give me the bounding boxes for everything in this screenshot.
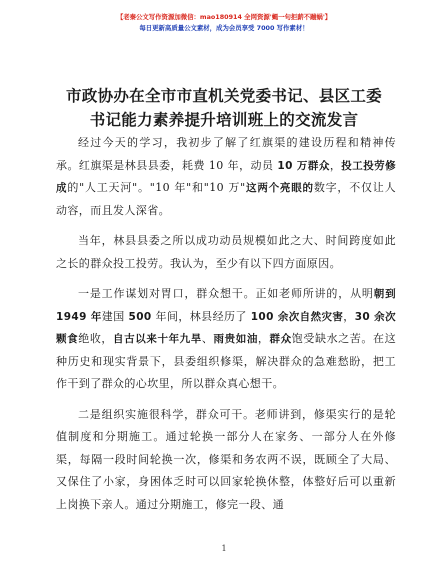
bold-run: 100 余次自然灾害 [250, 310, 344, 323]
bold-run: 自古以来十年九旱 [113, 333, 202, 345]
paragraph-2: 当年，林县县委之所以成功动员规模如此之大、时间跨度如此之长的群众投工投劳。我认为，至少有以下四方面原因。 [56, 234, 396, 270]
bold-run: 这两个亮眼的 [245, 182, 314, 194]
bold-run: 10 万群众 [277, 159, 330, 172]
banner-line-2: 每日更新高质量公文素材，成为会员享受 7000 写作素材！ [139, 24, 309, 32]
text-run: 的"人工天河"。"10 年"和"10 万" [67, 181, 246, 194]
text-run: 建国 [101, 309, 129, 323]
bold-run: 雨贵如油 [213, 333, 258, 345]
bold-run: 30 余次颗食 [56, 310, 396, 345]
bold-run: 500 [128, 310, 152, 323]
document-body [56, 132, 396, 524]
text-run: 、 [201, 332, 214, 345]
text-run: ， [343, 309, 355, 323]
bold-run: 朝到 1949 年 [56, 288, 396, 323]
header-banner [0, 12, 448, 34]
text-run: 饱受缺水之苦。在这种历史和现实背景下，县委组织修渠，解决群众的急难愁盼，把工作干到了群众的心坎里，所以群众真心想干。 [56, 332, 396, 390]
banner-line-1: 【老秦公文写作资源加微信：mao180914 全网资源'蝿一句拒薪不蹦蜗'】 [116, 13, 332, 21]
text-run: 数字，不仅让人动容，而且发人深省。 [56, 181, 396, 217]
bold-run: 群众 [269, 333, 292, 345]
text-run: ， [329, 158, 342, 172]
page-number: 1 [221, 544, 227, 553]
paragraph-1 [56, 132, 396, 222]
paragraph-3 [56, 283, 396, 396]
bold-run: 投工投劳修成 [56, 159, 397, 194]
text-run: 年间，林县经历了 [151, 309, 251, 323]
text-run: ， [257, 332, 270, 345]
text-run: 一是工作谋划对胃口，群众想干。正如老师所讲的，从明 [78, 287, 374, 300]
text-run: 经过今天的学习，我初步了解了红旗渠的建设历程和精神传承。红旗渠是林县县委，耗费 10 年，动员 [56, 136, 396, 172]
title-line-1: 市政协办在全市市直机关党委书记、县区工委 [65, 87, 382, 105]
title-line-2: 书记能力素养提升培训班上的交流发言 [89, 111, 359, 129]
document-title [40, 84, 408, 132]
paragraph-4: 二是组织实施很科学，群众可干。老师讲到，修渠实行的是轮值制度和分期施工。通过轮换一部分人在家务、一部分人在外修渠，每隔一段时间轮换一次，修渠和务农两不误，既顾全了大局、又保住了小家，身困体乏时可以回家轮换休整，体整好后可以重新上岗换下亲人。通过分期施工，修完一段、通 [56, 407, 396, 511]
text-run: 绝收， [78, 332, 114, 345]
